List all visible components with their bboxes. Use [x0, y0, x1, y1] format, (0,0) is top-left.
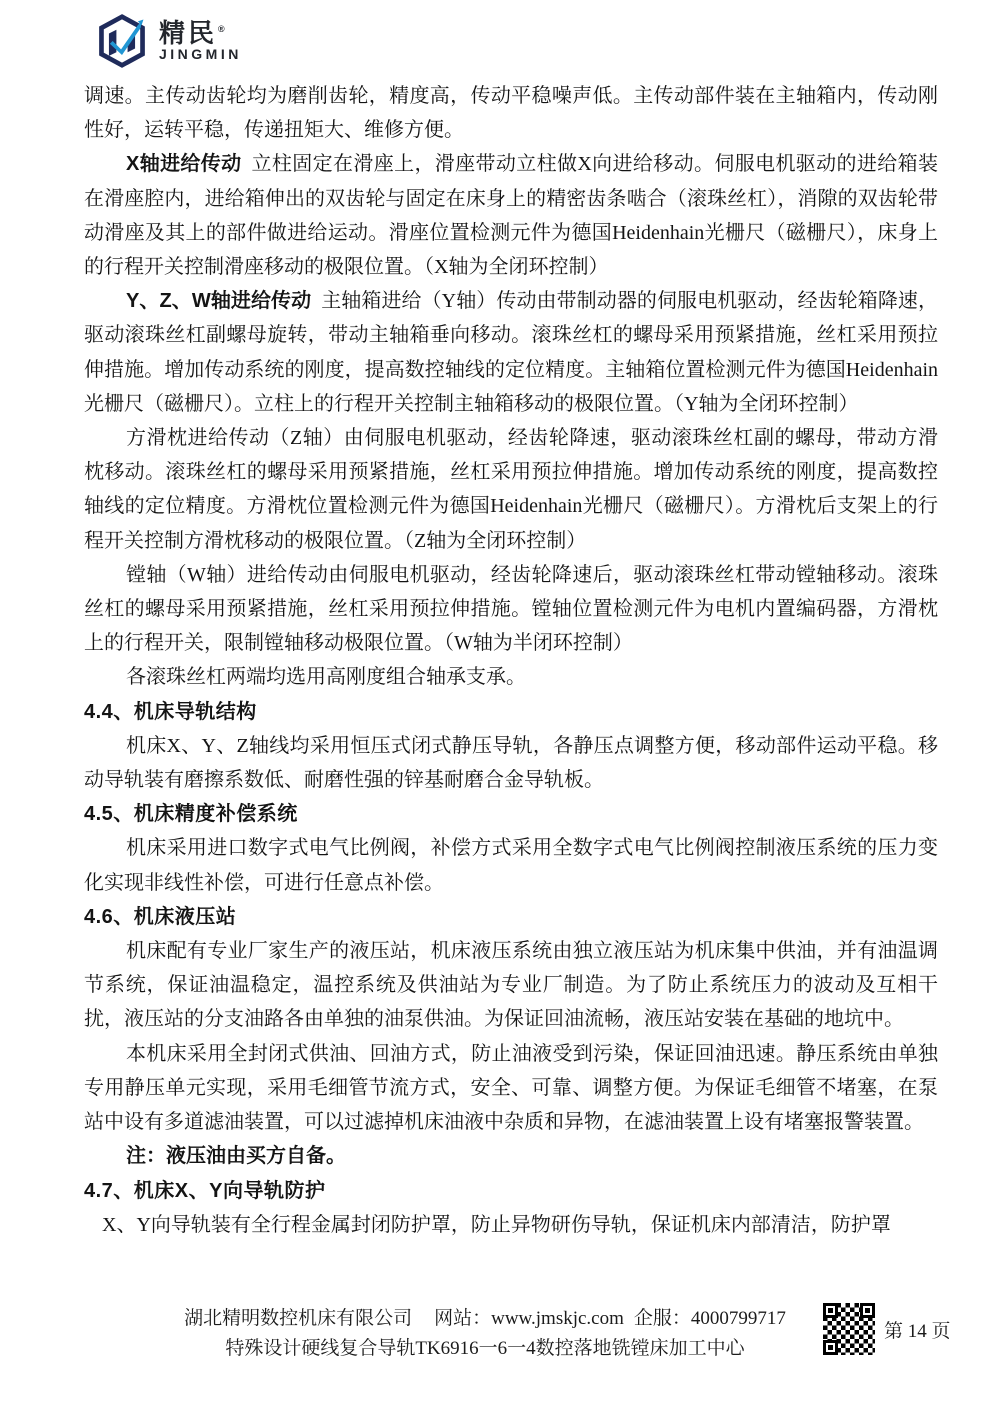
brand-name-en: JINGMIN: [159, 46, 242, 62]
company-logo: [94, 13, 242, 69]
qr-code: [823, 1303, 875, 1355]
footer-website: 网站：www.jmskjc.com: [434, 1308, 624, 1329]
paragraph: X轴进给传动 立柱固定在滑座上，滑座带动立柱做X向进给移动。伺服电机驱动的进给箱装在滑座腔内，进给箱伸出的双齿轮与固定在床身上的精密齿条啮合（滚珠丝杠），消隙的双齿轮带动滑座及其上的部件做进给运动。滑座位置检测元件为德国Heidenhain光栅尺（磁栅尺），床身上的行程开关控制滑座移动的极限位置。（X轴为全闭环控制）: [84, 153, 938, 279]
section-heading: 4.5、机床精度补偿系统: [84, 803, 298, 826]
paragraph: X、Y向导轨装有全行程金属封闭防护罩，防止异物研伤导轨，保证机床内部清洁，防护罩: [102, 1213, 891, 1236]
paragraph: 各滚珠丝杠两端均选用高刚度组合轴承支承。: [126, 666, 526, 689]
section-heading: 4.7、机床X、Y向导轨防护: [84, 1179, 326, 1202]
section-heading: 4.4、机床导轨结构: [84, 700, 257, 723]
hexagon-check-icon: [94, 13, 150, 69]
paragraph: 镗轴（W轴）进给传动由伺服电机驱动，经齿轮降速后，驱动滚珠丝杠带动镗轴移动。滚珠丝杠的螺母采用预紧措施，丝杠采用预拉伸措施。镗轴位置检测元件为电机内置编码器，方滑枕上的行程开关，限制镗轴移动极限位置。（W轴为半闭环控制）: [84, 563, 938, 655]
paragraph-lead: X轴进给传动: [126, 153, 242, 176]
paragraph: 调速。主传动齿轮均为磨削齿轮，精度高，传动平稳噪声低。主传动部件装在主轴箱内，传动刚性好，运转平稳，传递扭矩大、维修方便。: [84, 85, 938, 142]
note-paragraph: 注：液压油由买方自备。: [126, 1145, 346, 1168]
document-body: [84, 79, 938, 1242]
paragraph: Y、Z、W轴进给传动 主轴箱进给（Y轴）传动由带制动器的伺服电机驱动，经齿轮箱降速，驱动滚珠丝杠副螺母旋转，带动主轴箱垂向移动。滚珠丝杠的螺母采用预紧措施，丝杠采用预拉伸措施。增加传动系统的刚度，提高数控轴线的定位精度。主轴箱位置检测元件为德国Heidenhain光栅尺（磁栅尺）。立柱上的行程开关控制主轴箱移动的极限位置。（Y轴为全闭环控制）: [84, 290, 938, 415]
paragraph: 机床采用进口数字式电气比例阀，补偿方式采用全数字式电气比例阀控制液压系统的压力变化实现非线性补偿，可进行任意点补偿。: [84, 837, 938, 894]
paragraph: 机床X、Y、Z轴线均采用恒压式闭式静压导轨，各静压点调整方便，移动部件运动平稳。移动导轨装有磨擦系数低、耐磨性强的锌基耐磨合金导轨板。: [84, 734, 938, 792]
section-heading: 4.6、机床液压站: [84, 905, 237, 928]
registered-mark: ®: [218, 24, 228, 34]
footer-model-line: 特殊设计硬线复合导轨TK6916一6一4数控落地铣镗床加工中心: [225, 1338, 745, 1359]
paragraph: 本机床采用全封闭式供油、回油方式，防止油液受到污染，保证回油迅速。静压系统由单独专用静压单元实现，采用毛细管节流方式，安全、可靠、调整方便。为保证毛细管不堵塞，在泵站中设有多道滤油装置，可以过滤掉机床油液中杂质和异物，在滤油装置上设有堵塞报警装置。: [84, 1042, 938, 1134]
footer-company: 湖北精明数控机床有限公司: [184, 1308, 413, 1329]
paragraph-lead: Y、Z、W轴进给传动: [126, 290, 312, 313]
brand-name-cn: 精民®: [159, 18, 228, 48]
paragraph: 机床配有专业厂家生产的液压站，机床液压系统由独立液压站为机床集中供油，并有油温调节系统，保证油温稳定，温控系统及供油站为专业厂制造。为了防止系统压力的波动及互相干扰，液压站的分支油路各由单独的油泵供油。为保证回油流畅，液压站安装在基础的地坑中。: [84, 940, 938, 1031]
footer-service-phone: 企服：4000799717: [633, 1308, 786, 1329]
brand-text: [159, 20, 242, 62]
page-number: 第 14 页: [884, 1321, 951, 1342]
paragraph: 方滑枕进给传动（Z轴）由伺服电机驱动，经齿轮降速，驱动滚珠丝杠副的螺母，带动方滑枕移动。滚珠丝杠的螺母采用预紧措施，丝杠采用预拉伸措施。增加传动系统的刚度，提高数控轴线的定位精度。方滑枕位置检测元件为德国Heidenhain光栅尺（磁栅尺）。方滑枕后支架上的行程开关控制方滑枕移动的极限位置。（Z轴为全闭环控制）: [84, 427, 938, 552]
